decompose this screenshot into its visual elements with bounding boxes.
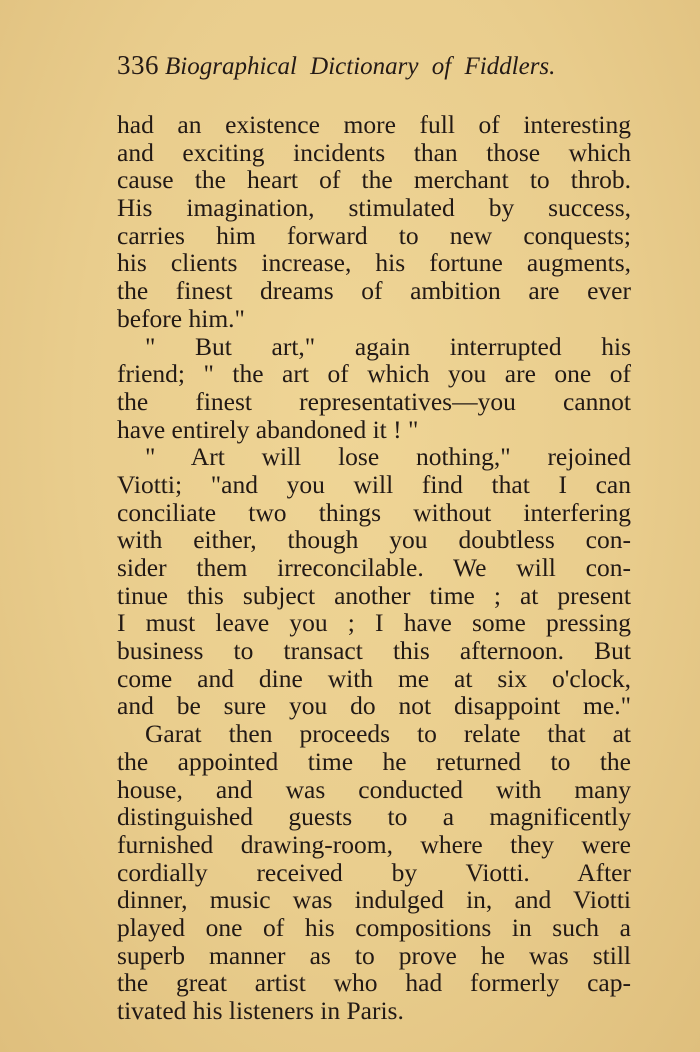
text-line: tinue this subject another time ; at present (117, 580, 631, 610)
text-line: cordially received by Viotti. After (117, 857, 631, 887)
text-line: the appointed time he returned to the (117, 746, 631, 776)
text-line: come and dine with me at six o'clock, (117, 663, 631, 693)
text-line: " But art," again interrupted his (145, 331, 631, 361)
text-line: before him." (117, 303, 245, 333)
text-line: tivated his listeners in Paris. (117, 996, 404, 1025)
text-line: his clients increase, his fortune augments, (117, 248, 631, 278)
text-line: the finest dreams of ambition are ever (117, 276, 631, 306)
text-line: sider them irreconcilable. We will con- (117, 553, 631, 582)
text-line: conciliate two things without interfering (117, 497, 631, 527)
text-line: I must leave you ; I have some pressing (117, 608, 631, 638)
text-line: with either, though you doubtless con- (117, 525, 631, 555)
text-line: cause the heart of the merchant to throb. (117, 165, 631, 195)
text-line: house, and was conducted with many (117, 774, 631, 804)
text-line: played one of his compositions in such a (117, 912, 631, 942)
text-line: furnished drawing-room, where they were (117, 829, 631, 859)
text-line: the great artist who had formerly cap- (117, 968, 631, 998)
body-text (117, 111, 631, 1025)
text-line: carries him forward to new conquests; (117, 220, 631, 250)
text-line: " Art will lose nothing," rejoined (145, 442, 631, 472)
text-line: superb manner as to prove he was still (117, 940, 631, 970)
text-line: Viotti; "and you will find that I can (117, 469, 631, 499)
text-line: distinguished guests to a magnificently (117, 802, 631, 832)
text-line: have entirely abandoned it ! " (117, 414, 419, 444)
page-header (117, 50, 637, 90)
text-line: Garat then proceeds to relate that at (145, 719, 631, 749)
running-title: Biographical Dictionary of Fiddlers. (165, 53, 556, 80)
text-line: and exciting incidents than those which (117, 137, 631, 167)
text-line: had an existence more full of interesting (117, 110, 631, 139)
page-number: 336 (117, 50, 159, 80)
text-line: friend; " the art of which you are one of (117, 359, 631, 389)
text-line: and be sure you do not disappoint me." (117, 691, 631, 721)
text-line: business to transact this afternoon. But (117, 636, 631, 666)
text-line: His imagination, stimulated by success, (117, 193, 631, 223)
text-line: the finest representatives—you cannot (117, 386, 631, 416)
text-line: dinner, music was indulged in, and Viotti (117, 885, 631, 915)
